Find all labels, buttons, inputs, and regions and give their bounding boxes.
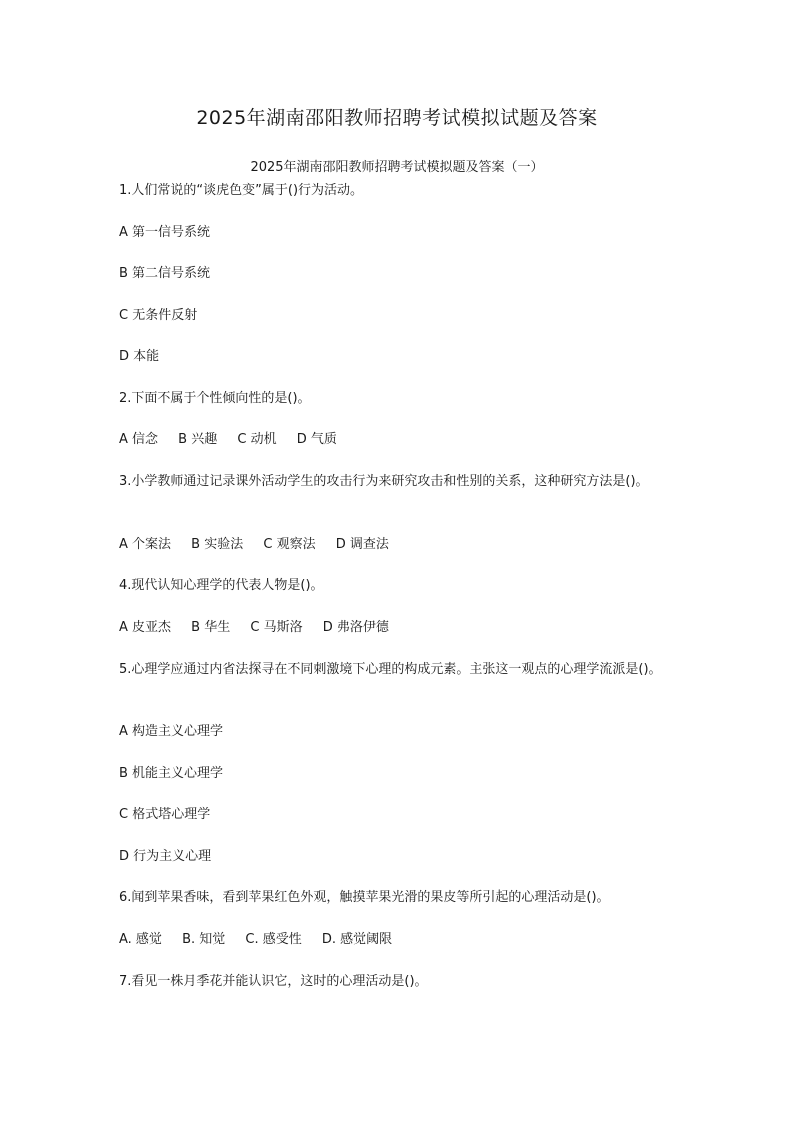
question-4-option-a: A 皮亚杰 [119, 620, 172, 635]
page-title: 2025年湖南邵阳教师招聘考试模拟试题及答案 [196, 107, 598, 129]
question-6-option-d: D. 感觉阈限 [321, 932, 393, 947]
question-6-options [119, 931, 392, 949]
question-1-option-a: A 第一信号系统 [119, 225, 211, 240]
question-6-stem: 6.闻到苹果香味，看到苹果红色外观，触摸苹果光滑的果皮等所引起的心理活动是()。 [119, 890, 610, 905]
question-7-stem: 7.看见一株月季花并能认识它，这时的心理活动是()。 [119, 974, 428, 989]
question-3-stem: 3.小学教师通过记录课外活动学生的攻击行为来研究攻击和性别的关系，这种研究方法是()。 [119, 474, 649, 489]
question-1-option-d: D 本能 [119, 349, 160, 364]
question-4-option-d: D 弗洛伊德 [322, 620, 389, 635]
question-4-option-b: B 华生 [191, 620, 231, 635]
question-4-options [119, 619, 389, 637]
question-4-option-c: C 马斯洛 [250, 620, 303, 635]
question-5-stem: 5.心理学应通过内省法探寻在不同刺激境下心理的构成元素。主张这一观点的心理学流派是()。 [119, 662, 662, 677]
question-2-stem: 2.下面不属于个性倾向性的是()。 [119, 391, 311, 406]
question-2-option-a: A 信念 [119, 432, 159, 447]
question-5-option-b: B 机能主义心理学 [119, 766, 224, 781]
question-6-option-c: C. 感受性 [245, 932, 302, 947]
question-6-option-a: A. 感觉 [119, 932, 162, 947]
question-2-options [119, 431, 337, 449]
question-2-option-c: C 动机 [237, 432, 277, 447]
question-5-option-a: A 构造主义心理学 [119, 724, 224, 739]
question-3-options [119, 536, 389, 554]
question-3-option-a: A 个案法 [119, 537, 172, 552]
question-3-option-d: D 调查法 [335, 537, 389, 552]
question-3-option-b: B 实验法 [191, 537, 244, 552]
question-2-option-b: B 兴趣 [178, 432, 218, 447]
question-4-stem: 4.现代认知心理学的代表人物是()。 [119, 578, 324, 593]
question-2-option-d: D 气质 [296, 432, 337, 447]
section-subtitle: 2025年湖南邵阳教师招聘考试模拟题及答案（一） [250, 160, 544, 175]
question-1-option-c: C 无条件反射 [119, 308, 198, 323]
question-5-option-c: C 格式塔心理学 [119, 807, 211, 822]
question-1-option-b: B 第二信号系统 [119, 266, 211, 281]
question-6-option-b: B. 知觉 [182, 932, 226, 947]
question-3-option-c: C 观察法 [263, 537, 316, 552]
question-1-stem: 1.人们常说的“谈虎色变”属于()行为活动。 [119, 183, 364, 198]
question-5-option-d: D 行为主义心理 [119, 849, 212, 864]
